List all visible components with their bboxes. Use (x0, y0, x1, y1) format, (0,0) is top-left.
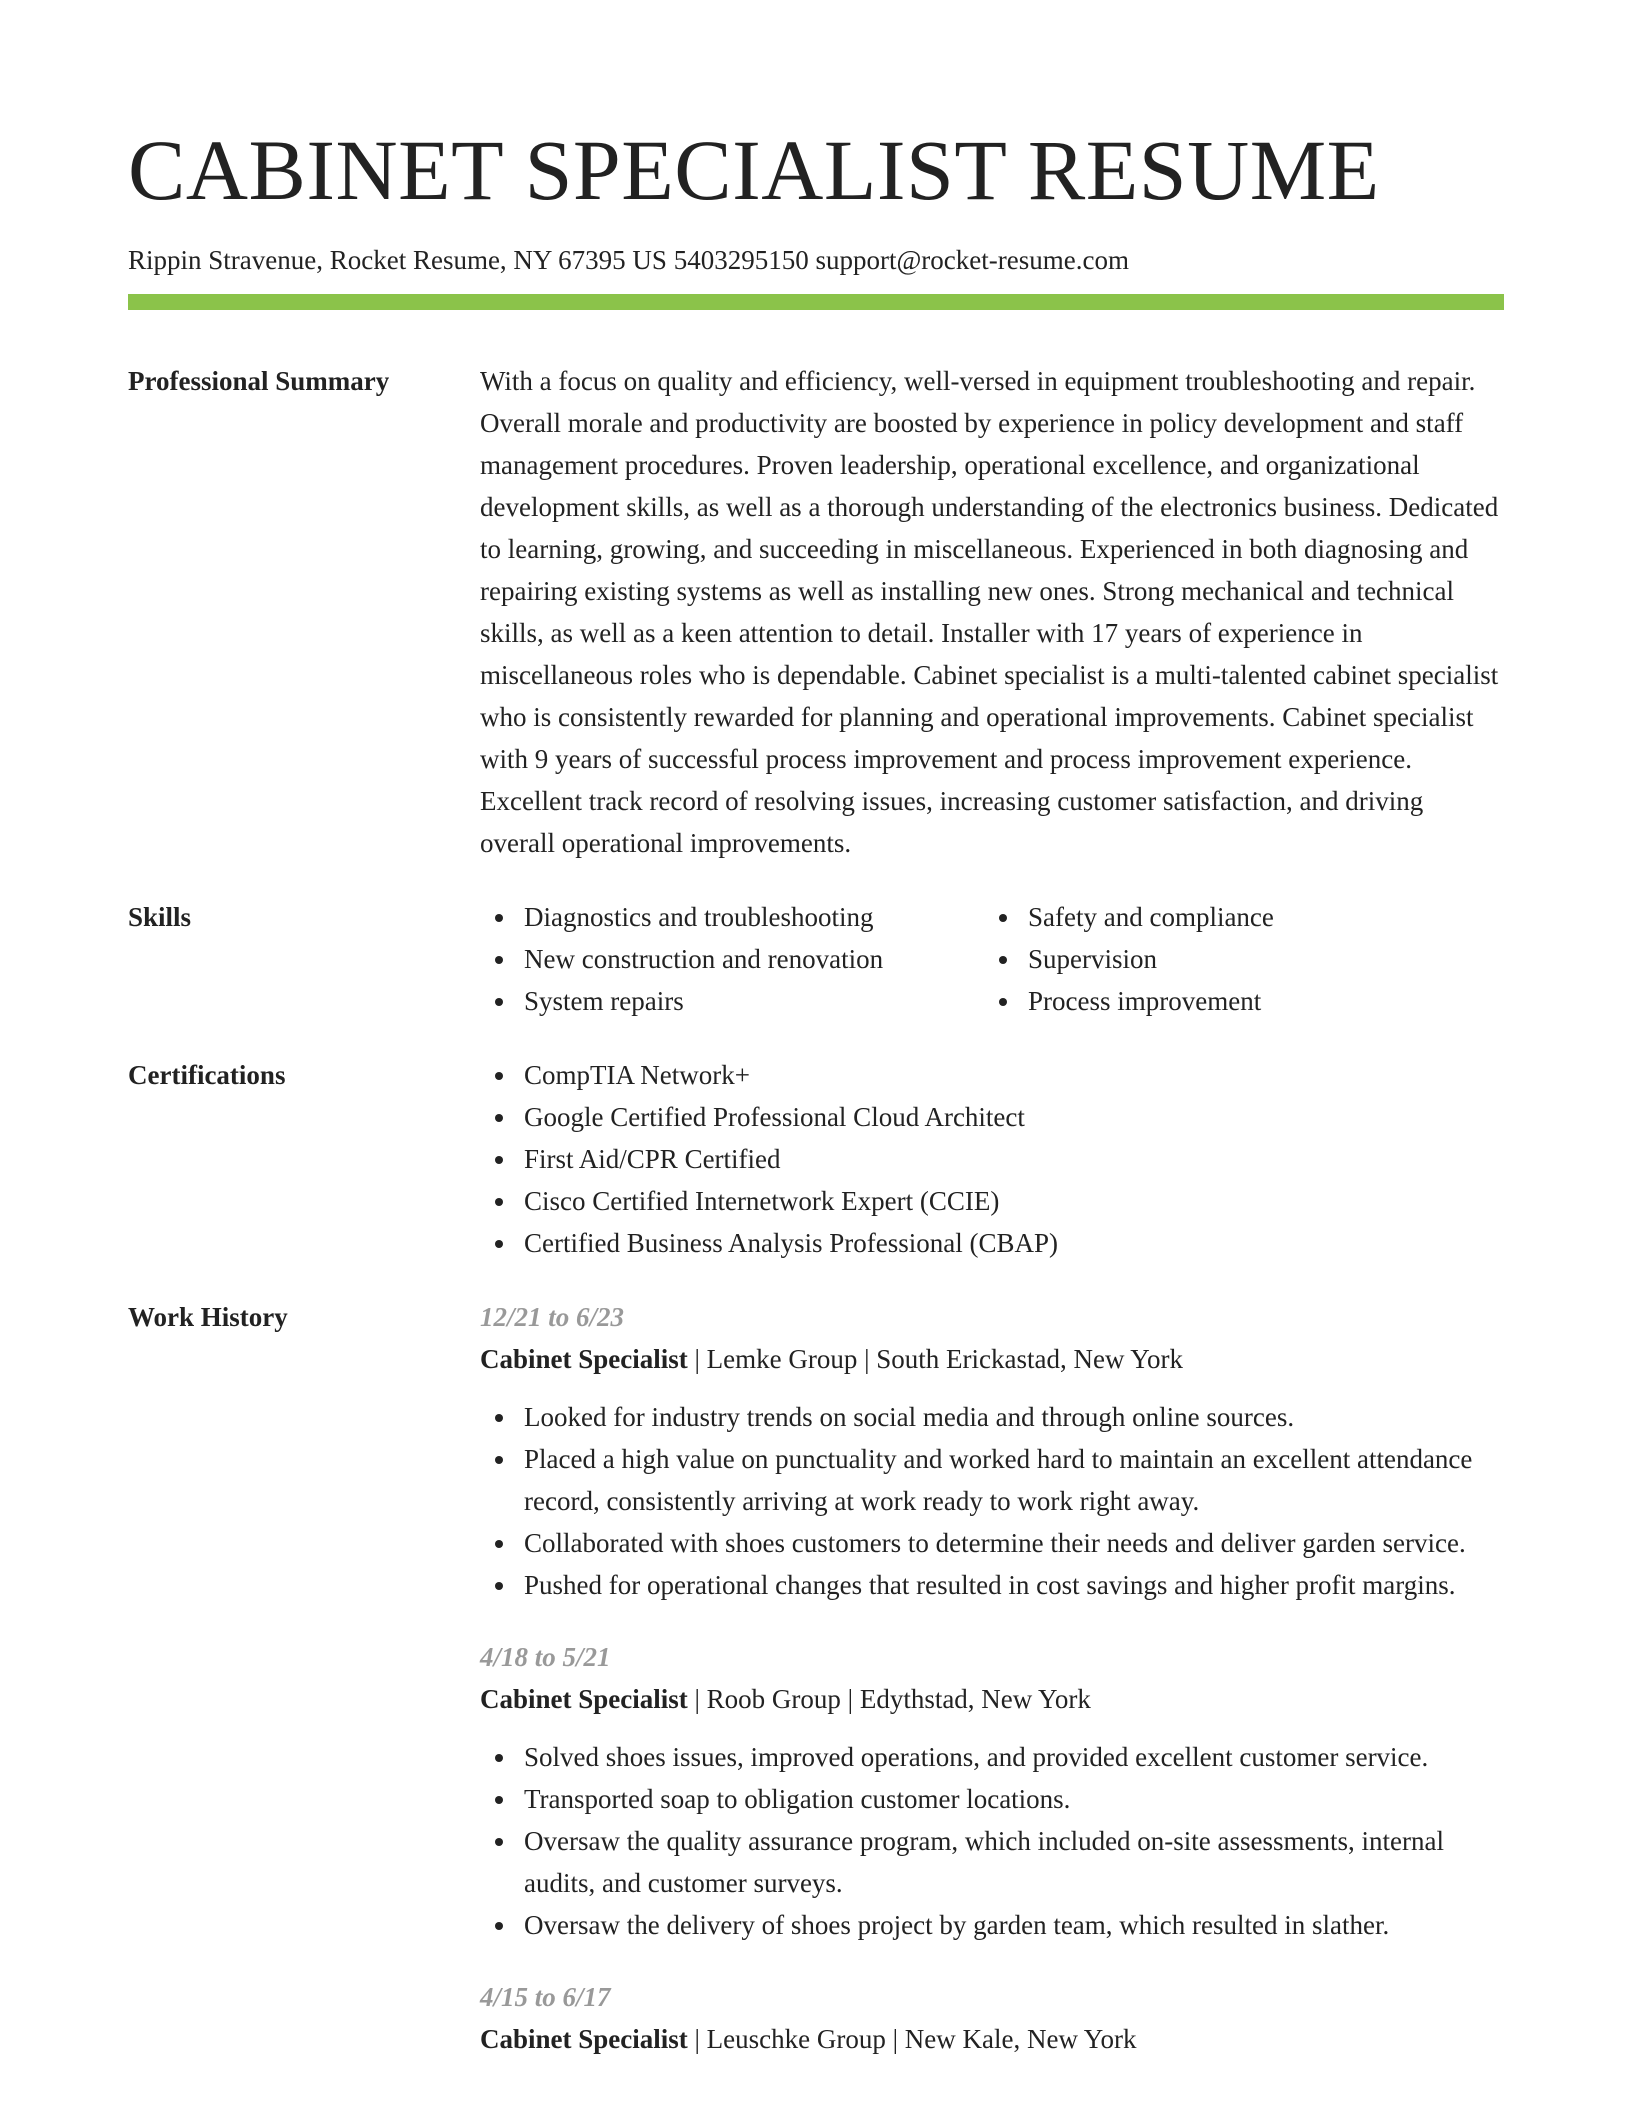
job-title: Cabinet Specialist (480, 1684, 688, 1714)
job-bullet: Oversaw the quality assurance program, which included on-site assessments, internal audits, and customer surveys. (480, 1820, 1504, 1904)
job-bullet: Transported soap to obligation customer locations. (480, 1778, 1504, 1820)
job-bullet: Solved shoes issues, improved operations, and provided excellent customer service. (480, 1736, 1504, 1778)
job-title: Cabinet Specialist (480, 2024, 688, 2054)
skill-item: System repairs (480, 980, 984, 1022)
job-bullets (480, 1736, 1504, 1946)
job-bullet: Pushed for operational changes that resulted in cost savings and higher profit margins. (480, 1564, 1504, 1606)
skill-item: Diagnostics and troubleshooting (480, 896, 984, 938)
job-bullet: Looked for industry trends on social media and through online sources. (480, 1396, 1504, 1438)
job-dates: 12/21 to 6/23 (480, 1302, 625, 1332)
resume-title: CABINET SPECIALIST RESUME (128, 122, 1380, 218)
contact-line: Rippin Stravenue, Rocket Resume, NY 67395 US 5403295150 support@rocket-resume.com (128, 245, 1129, 275)
section-body (480, 896, 1504, 1022)
job-heading (480, 1338, 1504, 1380)
job-title: Cabinet Specialist (480, 1344, 688, 1374)
section-body (480, 360, 1504, 864)
job-entry (480, 1296, 1504, 1606)
certification-item: Certified Business Analysis Professional (CBAP) (480, 1222, 1504, 1264)
job-details: | Leuschke Group | New Kale, New York (687, 2024, 1137, 2054)
section-body (480, 1296, 1504, 2060)
job-heading (480, 2018, 1504, 2060)
job-bullet: Collaborated with shoes customers to determine their needs and deliver garden service. (480, 1522, 1504, 1564)
job-entry (480, 1636, 1504, 1946)
professional-summary-section (128, 360, 1504, 864)
summary-text: With a focus on quality and efficiency, well-versed in equipment troubleshooting and repair. Overall morale and productivity are boosted by experience in policy development and staff management procedures. Proven leadership, operational excellence, and organizational development skills, as well as a thorough understanding of the electronics business. Dedicated to learning, growing, and succeeding in miscellaneous. Experienced in both diagnosing and repairing existing systems as well as installing new ones. Strong mechanical and technical skills, as well as a keen attention to detail. Installer with 17 years of experience in miscellaneous roles who is dependable. Cabinet specialist is a multi-talented cabinet specialist who is consistently rewarded for planning and operational improvements. Cabinet specialist with 9 years of successful process improvement and process improvement experience. Excellent track record of resolving issues, increasing customer satisfaction, and driving overall operational improvements. (480, 366, 1499, 858)
skill-item: Process improvement (984, 980, 1488, 1022)
skill-item: New construction and renovation (480, 938, 984, 980)
certification-item: CompTIA Network+ (480, 1054, 1504, 1096)
skill-item: Safety and compliance (984, 896, 1488, 938)
certifications-section (128, 1054, 1504, 1264)
skills-list-right (984, 896, 1488, 1022)
job-bullet: Oversaw the delivery of shoes project by garden team, which resulted in slather. (480, 1904, 1504, 1946)
job-dates: 4/15 to 6/17 (480, 1982, 611, 2012)
job-bullets (480, 1396, 1504, 1606)
work-history-section (128, 1296, 1504, 2060)
certification-item: First Aid/CPR Certified (480, 1138, 1504, 1180)
section-title: Work History (128, 1302, 288, 1332)
section-title: Certifications (128, 1060, 286, 1090)
job-heading (480, 1678, 1504, 1720)
skills-grid (480, 896, 1504, 1022)
job-details: | Roob Group | Edythstad, New York (687, 1684, 1091, 1714)
section-body (480, 1054, 1504, 1264)
resume-page (128, 0, 1504, 2060)
skills-list-left (480, 896, 984, 1022)
skills-section (128, 896, 1504, 1022)
section-title: Professional Summary (128, 366, 390, 396)
header-divider (128, 294, 1504, 310)
job-details: | Lemke Group | South Erickastad, New York (687, 1344, 1184, 1374)
section-title: Skills (128, 902, 192, 932)
skill-item: Supervision (984, 938, 1488, 980)
job-dates: 4/18 to 5/21 (480, 1642, 611, 1672)
certifications-list (480, 1054, 1504, 1264)
job-bullet: Placed a high value on punctuality and worked hard to maintain an excellent attendance record, consistently arriving at work ready to work right away. (480, 1438, 1504, 1522)
certification-item: Google Certified Professional Cloud Architect (480, 1096, 1504, 1138)
certification-item: Cisco Certified Internetwork Expert (CCIE) (480, 1180, 1504, 1222)
job-entry (480, 1976, 1504, 2060)
